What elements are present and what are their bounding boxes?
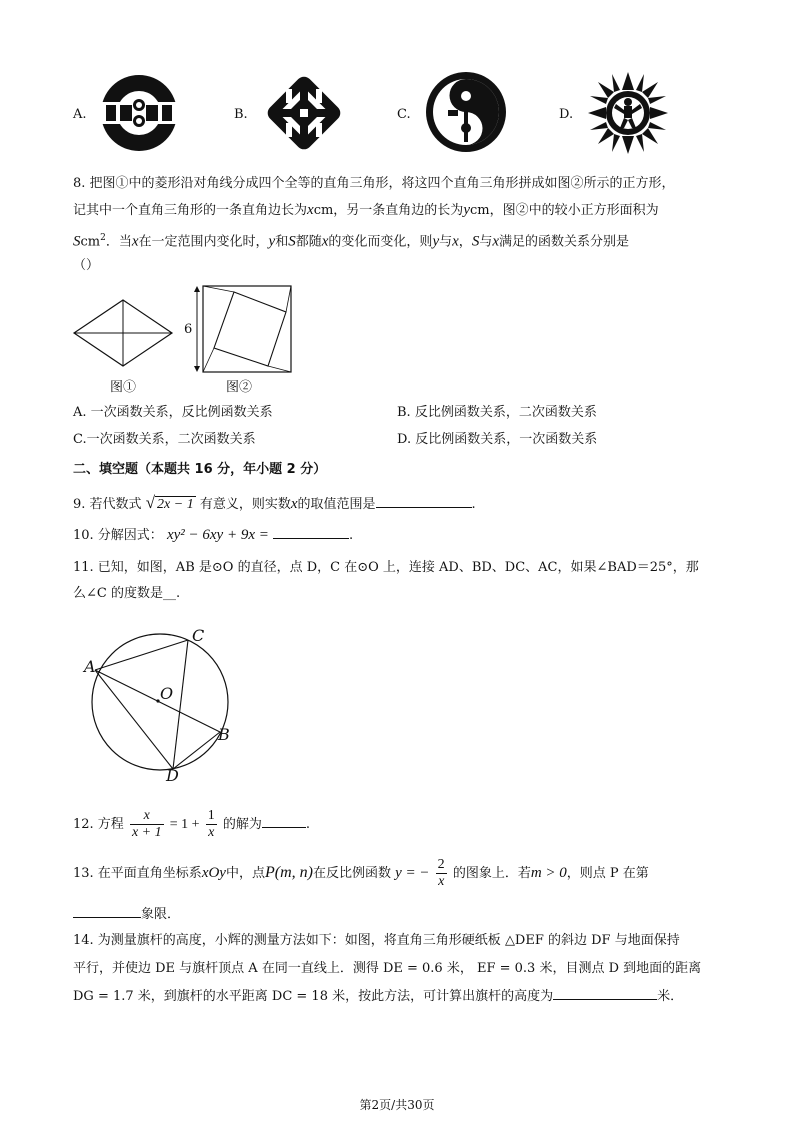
q8-option-d: D. 反比例函数关系，一次函数关系 xyxy=(397,432,598,447)
q14-line-3: DG = 1.7 米，到旗杆的水平距离 DC = 18 米，按此方法，可计算出旗杆的高度为 米． xyxy=(73,989,684,1004)
point-c-label: C xyxy=(192,626,205,645)
q13-line-1: 13. 在平面直角坐标系xOy中，点P(m, n)在反比例函数 y = − $\frac{2}{x}$ 的图象上．若m > 0，则点 P 在第 xyxy=(73,857,649,889)
option-a-label: A. xyxy=(73,107,87,122)
q14-line-1: 14. 为测量旗杆的高度，小辉的测量方法如下：如图，将直角三角形硬纸板 △DEF 的斜边 DF 与地面保持 xyxy=(73,933,680,948)
q8-option-b: B. 反比例函数关系，二次函数关系 xyxy=(397,405,597,420)
option-c-label: C. xyxy=(397,107,411,122)
square-figure xyxy=(188,284,294,374)
q10-line: 10. 分解因式： xy² − 6xy + 9x = . xyxy=(73,527,354,543)
dimension-label: 6 xyxy=(184,322,193,337)
symbol-d-icon xyxy=(586,70,670,156)
q9-line: 9. 若代数式 √ 2x − 1 有意义，则实数x的取值范围是 . xyxy=(73,493,476,512)
q11-line-1: 11. 已知，如图，AB 是⊙O 的直径，点 D，C 在⊙O 上，连接 AD、BD、DC、AC，如果∠BAD＝25°，那 xyxy=(73,560,699,575)
symbol-a-icon xyxy=(98,72,180,154)
point-o-label: O xyxy=(160,684,174,703)
symbol-b-icon xyxy=(262,71,346,155)
q8-line-3: Scm$^2$．当x在一定范围内变化时，y和S都随x的变化而变化，则y与x，S与x满足的函数关系分别是 xyxy=(73,233,630,250)
page-footer: 第2页/共30页 xyxy=(359,1098,435,1112)
q8-line-4: （） xyxy=(73,258,100,273)
point-d-label: D xyxy=(166,766,179,785)
option-b-label: B. xyxy=(234,107,248,122)
point-a-label: A xyxy=(84,657,96,676)
point-b-label: B xyxy=(218,725,230,744)
q8-option-a: A. 一次函数关系，反比例函数关系 xyxy=(73,405,273,420)
symbol-c-icon xyxy=(424,70,508,154)
section-heading: 二、填空题（本题共 16 分，年小题 2 分） xyxy=(73,462,327,477)
option-d-label: D. xyxy=(559,107,574,122)
q8-line-2: 记其中一个直角三角形的一条直角边长为xcm，另一条直角边的长为ycm，图②中的较小正方形面积为 xyxy=(73,202,659,218)
figure-1-caption: 图① xyxy=(110,380,137,395)
q14-line-2: 平行，并使边 DE 与旗杆顶点 A 在同一直线上．测得 DE = 0.6 米， EF = 0.3 米，目测点 D 到地面的距离 xyxy=(73,961,702,976)
figure-2-caption: 图② xyxy=(226,380,253,395)
q13-line-2: 象限． xyxy=(73,905,180,924)
q8-line-1: 8. 把图①中的菱形沿对角线分成四个全等的直角三角形，将这四个直角三角形拼成如图②所示的正方形， xyxy=(73,176,675,191)
rhombus-figure xyxy=(72,298,174,368)
q8-option-c: C.一次函数关系，二次函数关系 xyxy=(73,432,256,447)
q11-line-2: 么∠C 的度数是__. xyxy=(73,586,181,601)
q12-line: 12. 方程 $\frac{x}{x + 1}$ = 1 + $\frac{1}{x}$ 的解为 . xyxy=(73,808,310,840)
circle-figure xyxy=(80,620,250,790)
